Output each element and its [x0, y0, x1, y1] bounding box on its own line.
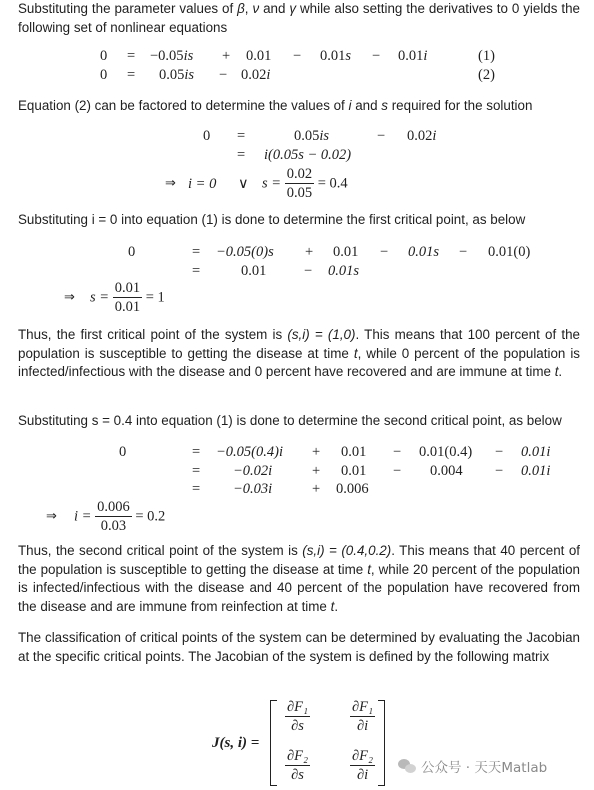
jacobian-lhs: J(s, i) = — [212, 735, 260, 751]
eq2-equals: = — [127, 67, 136, 83]
implies-arrow: ⇒ — [64, 290, 75, 305]
eq-factor2-rhs: i(0.05s − 0.02) — [264, 147, 352, 163]
eq4-term1: −0.05(0.4)i — [216, 444, 283, 460]
eq2-term1: 0.05is — [159, 67, 195, 83]
eq-factor-op: − — [377, 128, 386, 144]
eq4-equals: = — [192, 444, 201, 460]
eq3-term1: −0.05(0)s — [216, 244, 274, 260]
eq3-term3: 0.01s — [408, 244, 440, 260]
paragraph-intro: Substituting the parameter values of β, ν and γ while also setting the derivatives to 0 yields the following set of nonlinear equations — [18, 1, 580, 35]
paragraph-factor: Equation (2) can be factored to determine the values of i and s required for the solution — [18, 98, 533, 113]
eq-factor-term2: 0.02i — [407, 128, 437, 144]
eq-factor-equals: = — [237, 128, 246, 144]
solution-s: s = $\frac{0.02}{0.05}$ = 0.4 — [262, 166, 348, 201]
watermark — [398, 756, 547, 776]
eq4-lhs: 0 — [119, 444, 127, 460]
eq2-term2: 0.02i — [241, 67, 271, 83]
eq3-op2: − — [380, 244, 389, 260]
left-bracket — [270, 700, 277, 786]
eq1-op3: − — [372, 48, 381, 64]
eq4-term2: 0.01 — [341, 444, 367, 460]
paragraph-first-sub: Substituting i = 0 into equation (1) is done to determine the first critical point, as below — [18, 212, 526, 227]
eq1-term4: 0.01i — [398, 48, 428, 64]
eq4b-term3: 0.004 — [430, 463, 463, 479]
eq3b-equals: = — [192, 263, 201, 279]
eq3-op1: + — [305, 244, 314, 260]
eq3b-op: − — [304, 263, 313, 279]
fraction: $\frac{0.006}{0.03}$ — [97, 499, 130, 534]
eq4-term4: 0.01i — [521, 444, 551, 460]
eq1-op2: − — [293, 48, 302, 64]
eq-factor2-equals: = — [237, 147, 246, 163]
eq4b-term4: 0.01i — [521, 463, 551, 479]
eq4b-op1: + — [312, 463, 321, 479]
eq1-number: (1) — [478, 48, 495, 64]
eq3b-term2: 0.01s — [328, 263, 360, 279]
paragraph-jacobian: The classification of critical points of the system can be determined by evaluating the Jacobian at the specific critical points. The Jacobian of the system is defined by the following matrix — [18, 630, 580, 664]
eq3-lhs: 0 — [128, 244, 136, 260]
watermark-text: 公众号 · 天天Matlab — [421, 760, 548, 776]
or-symbol: ∨ — [238, 176, 249, 192]
eq-factor-term1: 0.05is — [294, 128, 330, 144]
eq4b-op2: − — [393, 463, 402, 479]
eq3-equals: = — [192, 244, 201, 260]
eq4c-term2: 0.006 — [336, 481, 369, 497]
eq4c-term1: −0.03i — [233, 481, 273, 497]
eq4c-op1: + — [312, 481, 321, 497]
jacobian-a12: $\frac{\text{∂F₁}}{\partial i}$ — [352, 699, 374, 734]
paragraph-second-critical: Thus, the second critical point of the system is (s,i) = (0.4,0.2). This means that 40 percent of the population is susceptible to getting the disease at time t, while 20 percent of the population is infected/infectious with the disease and 40 percent of the population have recovered from the disease and are immune from reinfection at time t. — [18, 543, 580, 614]
eq1-term1: −0.05is — [150, 48, 194, 64]
eq1-term3: 0.01s — [320, 48, 352, 64]
eq2-op1: − — [219, 67, 228, 83]
eq3-term4: 0.01(0) — [488, 244, 531, 260]
eq4b-term2: 0.01 — [341, 463, 367, 479]
eq4-op2: − — [393, 444, 402, 460]
eq4-term3: 0.01(0.4) — [419, 444, 473, 460]
jacobian-a22: $\frac{\text{∂F₂}}{\partial i}$ — [352, 748, 374, 783]
eq2-number: (2) — [478, 67, 495, 83]
eq4-op3: − — [495, 444, 504, 460]
eq1-term2: 0.01 — [246, 48, 272, 64]
jacobian-a21: $\frac{\text{∂F₂}}{\partial s}$ — [287, 748, 309, 783]
paragraph-second-sub: Substituting s = 0.4 into equation (1) is done to determine the second critical point, as below — [18, 413, 562, 428]
right-bracket — [378, 700, 385, 786]
eq3-op3: − — [459, 244, 468, 260]
eq1-equals: = — [127, 48, 136, 64]
solution-i: i = 0 — [188, 176, 217, 192]
eq4-op1: + — [312, 444, 321, 460]
solution-i2: i = $\frac{0.006}{0.03}$ = 0.2 — [74, 499, 166, 534]
implies-arrow: ⇒ — [165, 176, 176, 191]
eq-factor-lhs: 0 — [203, 128, 211, 144]
eq1-lhs: 0 — [100, 48, 108, 64]
eq4b-op3: − — [495, 463, 504, 479]
fraction: $\frac{0.01}{0.01}$ — [114, 280, 141, 315]
eq2-lhs: 0 — [100, 67, 108, 83]
implies-arrow: ⇒ — [46, 509, 57, 524]
solution-s1: s = $\frac{0.01}{0.01}$ = 1 — [90, 280, 165, 315]
wechat-icon — [398, 759, 416, 774]
eq3b-term1: 0.01 — [241, 263, 267, 279]
eq4b-term1: −0.02i — [233, 463, 273, 479]
eq1-op1: + — [222, 48, 231, 64]
eq3-term2: 0.01 — [333, 244, 359, 260]
fraction: $\frac{0.02}{0.05}$ — [286, 166, 313, 201]
jacobian-a11: $\frac{\text{∂F₁}}{\partial s}$ — [287, 699, 309, 734]
eq4c-equals: = — [192, 481, 201, 497]
paragraph-first-critical: Thus, the first critical point of the system is (s,i) = (1,0). This means that 100 percent of the population is susceptible to getting the disease at time t, while 0 percent of the population is infected/infectious with the disease and 0 percent have recovered and are immune at time t. — [18, 327, 580, 379]
eq4b-equals: = — [192, 463, 201, 479]
